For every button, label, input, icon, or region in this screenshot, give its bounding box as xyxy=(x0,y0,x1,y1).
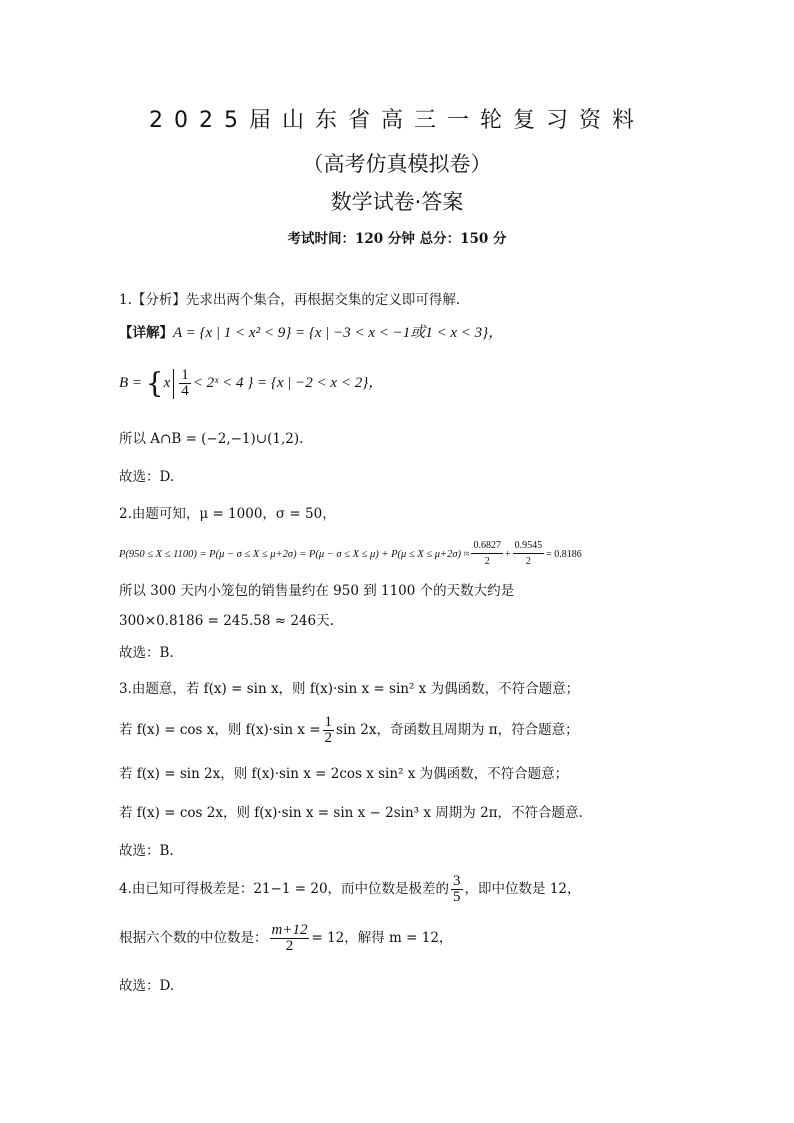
q4-range-a: 4.由已知可得极差是：21−1 = 20，而中位数是极差的 xyxy=(119,881,450,897)
q4-frac1-num: 3 xyxy=(453,873,461,889)
q4-range-b: ，即中位数是 12， xyxy=(464,881,581,897)
q3-case-cos2x: 若 f(x) = cos 2x，则 f(x)·sin x = sin x − 2sin³ x 周期为 2π，不符合题意. xyxy=(119,805,583,821)
q2-probability-expr: P(950 ≤ X ≤ 1100) = P(μ − σ ≤ X ≤ μ+2σ) = P(μ − σ ≤ X ≤ μ) + P(μ ≤ X ≤ μ+2σ) ≈ xyxy=(119,549,470,560)
q1-set-b-rest: < 2ˣ < 4 } = {x | −2 < x < 2}， xyxy=(192,375,384,391)
q2-days-text: 所以 300 天内小笼包的销售量约在 950 到 1100 个的天数大约是 xyxy=(119,583,515,599)
section-title: 数学试卷·答案 xyxy=(330,190,464,214)
q4-median-b: = 12，解得 m = 12， xyxy=(311,930,453,946)
q1-var-x: x xyxy=(163,375,171,391)
document-subtitle: （高考仿真模拟卷） xyxy=(302,152,492,176)
q4-choice: 故选：D. xyxy=(119,978,175,994)
q1-frac-den: 4 xyxy=(181,383,189,399)
q4-fraction-2 xyxy=(270,923,310,954)
q2-frac1-num: 0.6827 xyxy=(471,538,503,554)
q3-fraction xyxy=(323,715,335,746)
q4-fraction-1 xyxy=(451,874,463,905)
q4-frac2-num: m+12 xyxy=(271,922,308,938)
q3-choice: 故选：B. xyxy=(119,843,174,859)
q3-case-sin2x: 若 f(x) = sin 2x，则 f(x)·sin x = 2cos x sin² x 为偶函数，不符合题意； xyxy=(119,766,569,782)
exam-info: 考试时间：120 分钟 总分：150 分 xyxy=(287,231,507,247)
q3-case-sin: 3.由题意，若 f(x) = sin x，则 f(x)·sin x = sin² x 为偶函数，不符合题意； xyxy=(119,681,580,697)
q1-set-b-line xyxy=(119,368,383,399)
q1-detail-line xyxy=(119,323,503,343)
set-bar xyxy=(173,369,174,399)
q2-given: 2.由题可知，μ = 1000，σ = 50， xyxy=(119,506,336,522)
q2-frac2-den: 2 xyxy=(525,556,531,567)
q1-set-b-label: B = xyxy=(119,375,146,391)
q3-case-cos-a: 若 f(x) = cos x，则 f(x)·sin x = xyxy=(119,722,321,738)
q3-case-cos xyxy=(119,715,579,746)
q1-detail-label: 【详解】 xyxy=(119,325,173,341)
q1-conclusion: 所以 A∩B = (−2,−1)∪(1,2). xyxy=(119,431,304,447)
q4-range xyxy=(119,874,581,905)
q3-frac-num: 1 xyxy=(324,714,333,730)
q2-probability-line: P(950 ≤ X ≤ 1100) = P(μ − σ ≤ X ≤ μ+2σ) = P(μ − σ ≤ X ≤ μ) + P(μ ≤ X ≤ μ+2σ) ≈ $\frac{0.6827}{2}$ + $\frac{0.9545}{2}$ = 0.8186 xyxy=(119,540,582,567)
q2-frac-1 xyxy=(471,538,503,569)
q4-frac2-den: 2 xyxy=(285,938,294,954)
q2-result: = 0.8186 xyxy=(546,549,582,560)
q3-frac-den: 2 xyxy=(324,730,333,746)
q2-frac1-den: 2 xyxy=(484,556,490,567)
q3-case-cos-b: sin 2x，奇函数且周期为 π，符合题意； xyxy=(336,722,579,738)
q1-set-a: A = {x | 1 < x² < 9} = {x | −3 < x < −1或1 < x < 3}， xyxy=(173,325,504,341)
q4-median xyxy=(119,923,452,954)
q4-frac1-den: 5 xyxy=(453,889,461,905)
q2-frac2-num: 0.9545 xyxy=(513,538,545,554)
document-title: 2025届山东省高三一轮复习资料 xyxy=(149,108,645,133)
q1-choice: 故选：D. xyxy=(119,469,175,485)
open-brace: { xyxy=(145,366,164,400)
q2-choice: 故选：B. xyxy=(119,645,174,661)
q4-median-a: 根据六个数的中位数是： xyxy=(119,930,268,946)
q2-frac-2 xyxy=(513,538,545,569)
q1-frac-num: 1 xyxy=(181,367,189,383)
q1-analysis: 1.【分析】先求出两个集合，再根据交集的定义即可得解. xyxy=(119,292,461,308)
q2-calculation: 300×0.8186 = 245.58 ≈ 246天. xyxy=(119,613,334,629)
q1-fraction xyxy=(179,368,191,399)
